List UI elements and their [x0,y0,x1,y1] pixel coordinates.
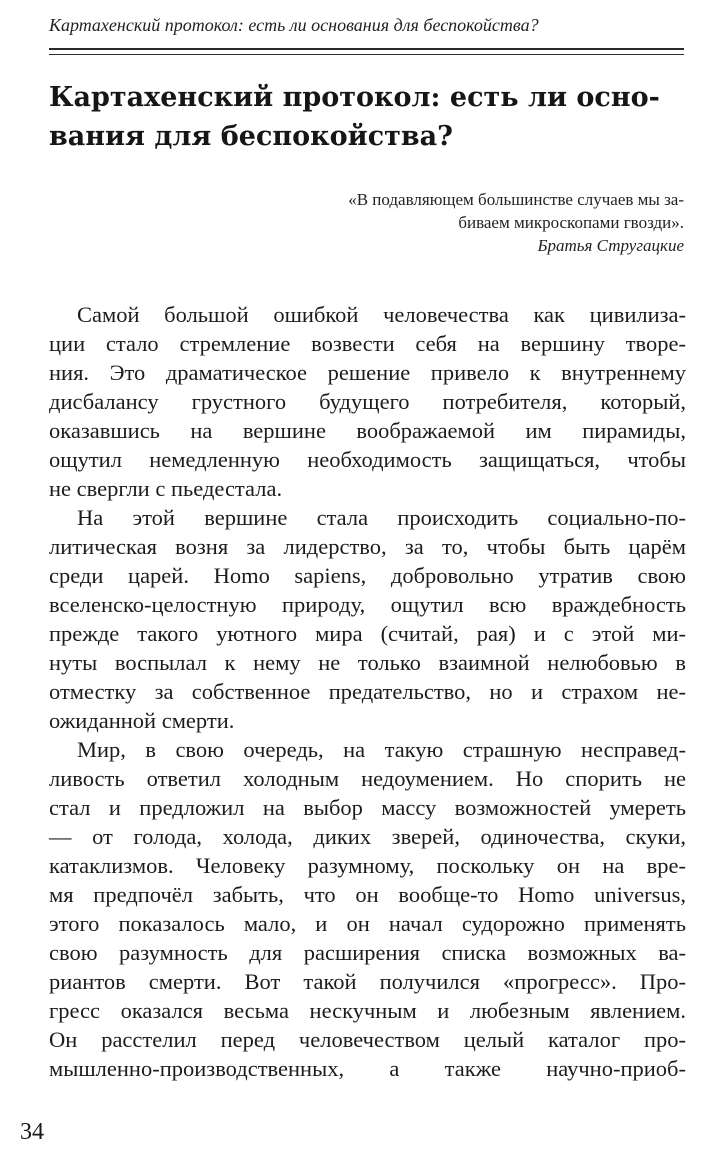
text-line: ции стало стремление возвести себя на вершину творе- [49,331,686,356]
text-line: литическая возня за лидерство, за то, чтобы быть царём [49,534,686,559]
text-line: вселенско-целостную природу, ощутил всю враждебность [49,592,686,617]
text-line: свою разумность для расширения списка возможных ва- [49,940,686,965]
text-line: не свергли с пьедестала. [49,476,283,501]
text-line: ния. Это драматическое решение привело к внутреннему [49,360,686,385]
epigraph-quote-line: биваем микроскопами гвозди». [458,213,684,232]
header-rule-thick [49,48,684,50]
text-line: катаклизмов. Человеку разумному, поскольку он на вре- [49,853,686,878]
body-text [49,300,686,1083]
text-line: На этой вершине стала происходить социально-по- [77,505,686,530]
epigraph [224,188,684,257]
text-line: мя предпочёл забыть, что он вообще-то Homo universus, [49,882,686,907]
text-line: отместку за собственное предательство, но и страхом не- [49,679,686,704]
chapter-title-line: Картахенский протокол: есть ли осно- [49,82,660,113]
paragraph [49,503,686,735]
chapter-title-line: вания для беспокойства? [49,121,453,152]
text-line: риантов смерти. Вот такой получился «прогресс». Про- [49,969,686,994]
text-line: — от голода, холода, диких зверей, одиночества, скуки, [49,824,686,849]
text-line: среди царей. Homo sapiens, добровольно утратив свою [49,563,686,588]
text-line: гресс оказался весьма нескучным и любезным явлением. [49,998,686,1023]
page-number: 34 [20,1119,44,1145]
paragraph [49,300,686,503]
text-line: этого показалось мало, и он начал судорожно применять [49,911,686,936]
text-line: Он расстелил перед человечеством целый каталог про- [49,1027,686,1052]
text-line: Самой большой ошибкой человечества как цивилиза- [77,302,686,327]
text-line: ливость ответил холодным недоумением. Но спорить не [49,766,686,791]
text-line: мышленно-производственных, а также научно-приоб- [49,1056,686,1081]
text-line: стал и предложил на выбор массу возможностей умереть [49,795,686,820]
text-line: дисбалансу грустного будущего потребителя, который, [49,389,686,414]
text-line: ожиданной смерти. [49,708,235,733]
paragraph [49,735,686,1083]
text-line: ощутил немедленную необходимость защищаться, чтобы [49,447,686,472]
chapter-title [49,78,689,156]
text-line: нуты воспылал к нему не только взаимной нелюбовью в [49,650,686,675]
header-rule-thin [49,54,684,55]
running-header: Картахенский протокол: есть ли основания для беспокойства? [49,15,539,35]
text-line: оказавшись на вершине воображаемой им пирамиды, [49,418,686,443]
epigraph-author: Братья Стругацкие [537,236,684,255]
text-line: Мир, в свою очередь, на такую страшную несправед- [77,737,686,762]
text-line: прежде такого уютного мира (считай, рая) и с этой ми- [49,621,686,646]
epigraph-quote-line: «В подавляющем большинстве случаев мы за- [348,190,684,209]
